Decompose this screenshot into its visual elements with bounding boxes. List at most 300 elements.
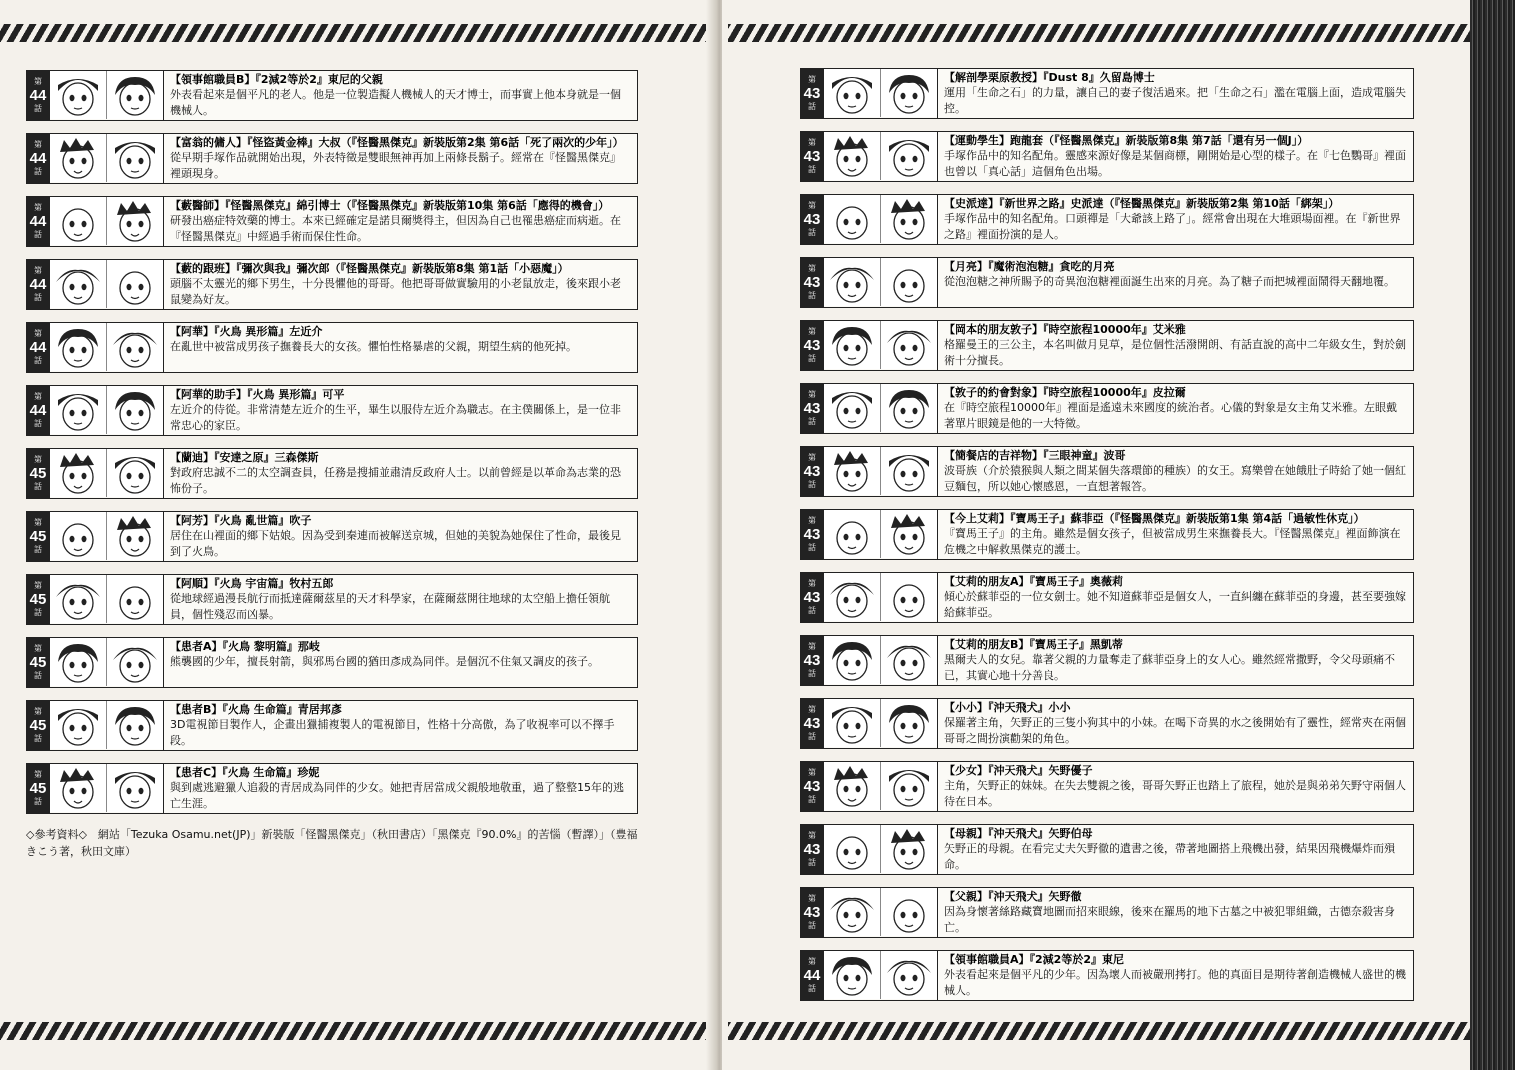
character-entry xyxy=(800,572,1414,623)
episode-prefix: 第 xyxy=(34,392,42,401)
character-thumbnails xyxy=(823,888,938,937)
character-portrait-before xyxy=(824,825,881,873)
episode-suffix: 話 xyxy=(808,858,816,867)
character-portrait-before xyxy=(50,386,107,434)
entry-description: 從泡泡糖之神所賜予的奇異泡泡糖裡面誕生出來的月亮。為了糖子而把城裡面鬧得天翻地覆。 xyxy=(944,275,1395,288)
episode-prefix: 第 xyxy=(34,203,42,212)
episode-suffix: 話 xyxy=(808,417,816,426)
character-entry xyxy=(26,385,638,436)
episode-number: 44 xyxy=(29,276,47,293)
episode-prefix: 第 xyxy=(808,831,816,840)
character-entry xyxy=(800,446,1414,497)
entry-text xyxy=(164,512,637,561)
character-entry xyxy=(800,383,1414,434)
episode-prefix: 第 xyxy=(808,957,816,966)
character-thumbnails xyxy=(823,321,938,370)
episode-prefix: 第 xyxy=(34,455,42,464)
episode-number: 43 xyxy=(803,589,821,606)
top-stripe xyxy=(0,24,712,42)
character-thumbnails xyxy=(49,323,164,372)
character-portrait-before xyxy=(50,512,107,560)
character-portrait-before xyxy=(824,951,881,999)
character-thumbnails xyxy=(49,386,164,435)
episode-prefix: 第 xyxy=(34,581,42,590)
episode-suffix: 話 xyxy=(34,167,42,176)
episode-badge xyxy=(801,258,823,307)
character-portrait-after xyxy=(107,638,163,686)
episode-number: 44 xyxy=(29,150,47,167)
episode-number: 45 xyxy=(29,591,47,608)
episode-badge xyxy=(801,888,823,937)
entry-text xyxy=(938,699,1413,748)
entry-description: 頭腦不太靈光的鄉下男生，十分畏懼他的哥哥。他把哥哥做實驗用的小老鼠放走，後來跟小老鼠變為好友。 xyxy=(170,277,621,306)
entry-text xyxy=(164,386,637,435)
entry-title: 【父親】『沖天飛犬』矢野徹 xyxy=(944,890,1082,903)
episode-badge xyxy=(27,323,49,372)
entry-title: 【阿華】『火鳥 異形篇』左近介 xyxy=(170,325,323,338)
episode-suffix: 話 xyxy=(808,102,816,111)
episode-suffix: 話 xyxy=(808,669,816,678)
episode-prefix: 第 xyxy=(808,201,816,210)
entry-title: 【富翁的傭人】『怪盜黃金棒』大叔（『怪醫黑傑克』新裝版第2集 第6話「死了兩次的少年」） xyxy=(170,136,624,149)
entry-description: 手塚作品中的知名配角。口頭禪是「大爺該上路了」。經常會出現在大堆頭場面裡。在『新世界之路』裡面扮演的是人。 xyxy=(944,212,1401,241)
entry-title: 【領事館職員A】『2減2等於2』東尼 xyxy=(944,953,1124,966)
character-portrait-after xyxy=(881,510,937,558)
character-portrait-after xyxy=(881,636,937,684)
episode-suffix: 話 xyxy=(34,545,42,554)
entry-title: 【運動學生】跑龍套（『怪醫黑傑克』新裝版第8集 第7話「還有另一個J」） xyxy=(944,134,1309,147)
entry-title: 【簡餐店的吉祥物】『三眼神童』波哥 xyxy=(944,449,1126,462)
episode-number: 43 xyxy=(803,400,821,417)
episode-suffix: 話 xyxy=(808,732,816,741)
entry-title: 【藪醫師】『怪醫黑傑克』綿引博士（『怪醫黑傑克』新裝版第10集 第6話「應得的機會」） xyxy=(170,199,610,212)
character-entry xyxy=(800,131,1414,182)
entry-description: 黑爾夫人的女兒。靠著父親的力量奪走了蘇菲亞身上的女人心。雖然經常撒野，令父母頭痛不已，其實心地十分善良。 xyxy=(944,653,1395,682)
character-portrait-after xyxy=(881,762,937,810)
episode-number: 43 xyxy=(803,211,821,228)
character-thumbnails xyxy=(49,512,164,561)
entry-text xyxy=(938,258,1413,307)
episode-suffix: 話 xyxy=(808,480,816,489)
episode-suffix: 話 xyxy=(34,419,42,428)
episode-badge xyxy=(801,447,823,496)
character-portrait-before xyxy=(50,323,107,371)
entry-text xyxy=(938,321,1413,370)
character-portrait-before xyxy=(824,321,881,369)
episode-number: 45 xyxy=(29,780,47,797)
episode-prefix: 第 xyxy=(808,894,816,903)
character-portrait-before xyxy=(824,762,881,810)
episode-suffix: 話 xyxy=(808,291,816,300)
episode-badge xyxy=(801,510,823,559)
character-portrait-after xyxy=(881,195,937,243)
episode-badge xyxy=(27,260,49,309)
entry-title: 【月亮】『魔術泡泡糖』貪吃的月亮 xyxy=(944,260,1115,273)
entry-title: 【小小】『沖天飛犬』小小 xyxy=(944,701,1071,714)
episode-prefix: 第 xyxy=(808,264,816,273)
episode-prefix: 第 xyxy=(808,75,816,84)
entry-text xyxy=(938,888,1413,937)
episode-number: 44 xyxy=(803,967,821,984)
episode-number: 43 xyxy=(803,652,821,669)
entry-description: 3D電視節目製作人，企畫出獵捕複製人的電視節目，性格十分高傲，為了收視率可以不擇手段。 xyxy=(170,718,615,747)
episode-number: 45 xyxy=(29,465,47,482)
entry-title: 【史派達】『新世界之路』史派達（『怪醫黑傑克』新裝版第2集 第10話「綁架」） xyxy=(944,197,1340,210)
entry-title: 【患者A】『火鳥 黎明篇』那岐 xyxy=(170,640,320,653)
entry-title: 【艾莉的朋友B】『寶馬王子』黑凱蒂 xyxy=(944,638,1123,651)
episode-number: 45 xyxy=(29,717,47,734)
right-page xyxy=(722,0,1470,1070)
entry-description: 運用「生命之石」的力量，讓自己的妻子復活過來。把「生命之石」濫在電腦上面，造成電腦失控。 xyxy=(944,86,1406,115)
episode-badge xyxy=(27,71,49,120)
entry-title: 【艾莉的朋友A】『寶馬王子』奧薇莉 xyxy=(944,575,1124,588)
character-portrait-after xyxy=(881,699,937,747)
entry-description: 格羅曼王的三公主，本名叫做月見草，是位個性活潑開朗、有話直說的高中二年級女生，對於劍術十分擅長。 xyxy=(944,338,1406,367)
entry-title: 【岡本的朋友敦子】『時空旅程10000年』艾米雅 xyxy=(944,323,1186,336)
entry-text xyxy=(938,447,1413,496)
character-portrait-after xyxy=(881,258,937,306)
character-entry xyxy=(800,257,1414,308)
character-portrait-before xyxy=(50,260,107,308)
episode-badge xyxy=(27,197,49,246)
entry-text xyxy=(164,197,637,246)
character-portrait-after xyxy=(107,764,163,812)
character-portrait-after xyxy=(107,386,163,434)
character-portrait-after xyxy=(107,701,163,749)
episode-badge xyxy=(801,69,823,118)
entry-title: 【敦子的約會對象】『時空旅程10000年』皮拉爾 xyxy=(944,386,1186,399)
episode-number: 45 xyxy=(29,654,47,671)
episode-suffix: 話 xyxy=(34,230,42,239)
entry-text xyxy=(938,384,1413,433)
episode-prefix: 第 xyxy=(34,707,42,716)
references-note: ◇參考資料◇ 網站「Tezuka Osamu.net(JP)」新裝版「怪醫黑傑克」（秋田書店）「黑傑克『90.0%』的苦惱（暫譯）」（豊福きこう著，秋田文庫） xyxy=(26,828,638,858)
entry-text xyxy=(938,825,1413,874)
episode-badge xyxy=(801,132,823,181)
entry-description: 與到處逃避獵人追殺的青居成為同伴的少女。她把青居當成父親般地敬重，過了整整15年的逃亡生涯。 xyxy=(170,781,624,810)
character-thumbnails xyxy=(49,764,164,813)
entry-text xyxy=(164,701,637,750)
character-entry xyxy=(26,322,638,373)
bottom-stripe xyxy=(728,1022,1470,1040)
character-portrait-after xyxy=(881,888,937,936)
entry-description: 左近介的侍從。非常清楚左近介的生平，畢生以服侍左近介為職志。在主僕關係上，是一位非常忠心的家臣。 xyxy=(170,403,621,432)
character-portrait-after xyxy=(881,825,937,873)
character-thumbnails xyxy=(49,197,164,246)
character-entry xyxy=(800,68,1414,119)
episode-badge xyxy=(27,701,49,750)
entry-text xyxy=(164,260,637,309)
episode-suffix: 話 xyxy=(34,356,42,365)
episode-prefix: 第 xyxy=(808,138,816,147)
character-portrait-after xyxy=(107,512,163,560)
entry-description: 傾心於蘇菲亞的一位女劍士。她不知道蘇菲亞是個女人，一直糾纏在蘇菲亞的身邊，甚至要強嫁給蘇菲亞。 xyxy=(944,590,1406,619)
character-entry xyxy=(800,509,1414,560)
entry-description: 『寶馬王子』的主角。雖然是個女孩子，但被當成男生來撫養長大。『怪醫黑傑克』裡面飾演在危機之中解救黑傑克的護士。 xyxy=(944,527,1401,556)
character-portrait-before xyxy=(50,449,107,497)
character-thumbnails xyxy=(823,132,938,181)
entry-title: 【阿芳】『火鳥 亂世篇』吹子 xyxy=(170,514,312,527)
episode-number: 43 xyxy=(803,463,821,480)
character-thumbnails xyxy=(49,134,164,183)
episode-number: 44 xyxy=(29,339,47,356)
character-portrait-after xyxy=(107,260,163,308)
entry-text xyxy=(938,762,1413,811)
entry-description: 手塚作品中的知名配角。靈感來源好像是某個商標，剛開始是心型的樣子。在『七色鸚哥』裡面也曾以「真心話」這個角色出場。 xyxy=(944,149,1406,178)
episode-badge xyxy=(27,386,49,435)
episode-badge xyxy=(801,636,823,685)
page-edges xyxy=(1470,0,1515,1070)
episode-prefix: 第 xyxy=(34,770,42,779)
entry-text xyxy=(164,323,637,372)
episode-badge xyxy=(801,384,823,433)
episode-badge xyxy=(801,699,823,748)
entry-text xyxy=(164,134,637,183)
episode-suffix: 話 xyxy=(808,354,816,363)
episode-badge xyxy=(801,321,823,370)
character-portrait-before xyxy=(824,69,881,117)
character-entry xyxy=(800,698,1414,749)
entry-title: 【阿華的助手】『火鳥 異形篇』可平 xyxy=(170,388,345,401)
character-portrait-before xyxy=(824,447,881,495)
episode-prefix: 第 xyxy=(34,329,42,338)
character-entry xyxy=(26,448,638,499)
character-thumbnails xyxy=(49,575,164,624)
character-thumbnails xyxy=(823,699,938,748)
episode-suffix: 話 xyxy=(34,608,42,617)
entry-description: 居住在山裡面的鄉下姑娘。因為受到秦連而被解送京城，但她的美貌為她保住了性命，最後見到了火鳥。 xyxy=(170,529,621,558)
entry-text xyxy=(938,573,1413,622)
episode-suffix: 話 xyxy=(808,228,816,237)
entry-description: 外表看起來是個平凡的少年。因為壞人而被嚴刑拷打。他的真面目是期待著創造機械人盛世的機械人。 xyxy=(944,968,1406,997)
character-portrait-before xyxy=(50,575,107,623)
character-portrait-after xyxy=(881,447,937,495)
episode-suffix: 話 xyxy=(34,482,42,491)
episode-badge xyxy=(801,825,823,874)
character-portrait-before xyxy=(824,384,881,432)
character-portrait-before xyxy=(824,258,881,306)
character-thumbnails xyxy=(823,258,938,307)
character-thumbnails xyxy=(49,260,164,309)
character-portrait-before xyxy=(50,134,107,182)
episode-number: 45 xyxy=(29,528,47,545)
episode-prefix: 第 xyxy=(808,579,816,588)
character-thumbnails xyxy=(49,701,164,750)
character-portrait-before xyxy=(824,888,881,936)
character-portrait-after xyxy=(881,321,937,369)
episode-number: 43 xyxy=(803,841,821,858)
episode-suffix: 話 xyxy=(34,293,42,302)
episode-number: 43 xyxy=(803,274,821,291)
character-thumbnails xyxy=(823,825,938,874)
episode-badge xyxy=(801,195,823,244)
episode-badge xyxy=(27,134,49,183)
character-portrait-before xyxy=(50,764,107,812)
character-thumbnails xyxy=(49,449,164,498)
entry-title: 【領事館職員B】『2減2等於2』東尼的父親 xyxy=(170,73,383,86)
character-portrait-before xyxy=(50,638,107,686)
character-portrait-after xyxy=(107,134,163,182)
character-entry xyxy=(800,887,1414,938)
episode-badge xyxy=(27,512,49,561)
episode-number: 43 xyxy=(803,85,821,102)
entry-text xyxy=(938,69,1413,118)
entry-description: 矢野正的母親。在看完丈夫矢野徹的遺書之後，帶著地圖搭上飛機出發，結果因飛機爆炸而殞命。 xyxy=(944,842,1395,871)
entry-text xyxy=(164,764,637,813)
character-thumbnails xyxy=(823,195,938,244)
character-portrait-before xyxy=(824,699,881,747)
episode-prefix: 第 xyxy=(34,518,42,527)
character-entry xyxy=(26,196,638,247)
character-portrait-after xyxy=(107,197,163,245)
episode-badge xyxy=(801,762,823,811)
episode-number: 43 xyxy=(803,778,821,795)
episode-number: 44 xyxy=(29,213,47,230)
character-portrait-before xyxy=(824,195,881,243)
episode-number: 44 xyxy=(29,87,47,104)
entry-description: 熊襲國的少年，擅長射箭，與邪馬台國的猶田彥成為同伴。是個沉不住氣又調皮的孩子。 xyxy=(170,655,599,668)
episode-number: 43 xyxy=(803,715,821,732)
episode-badge xyxy=(801,951,823,1000)
character-portrait-after xyxy=(881,132,937,180)
character-entry xyxy=(26,133,638,184)
episode-prefix: 第 xyxy=(808,390,816,399)
entry-description: 從早期手塚作品就開始出現，外表特徵是雙眼無神再加上兩條長鬍子。經常在『怪醫黑傑克』裡頭現身。 xyxy=(170,151,621,180)
character-thumbnails xyxy=(823,762,938,811)
bottom-stripe xyxy=(0,1022,712,1040)
entry-text xyxy=(938,510,1413,559)
character-portrait-after xyxy=(107,575,163,623)
entry-text xyxy=(938,195,1413,244)
episode-prefix: 第 xyxy=(34,140,42,149)
entry-title: 【藪的跟班】『彌次與我』彌次郎（『怪醫黑傑克』新裝版第8集 第1話「小惡魔」） xyxy=(170,262,569,275)
character-thumbnails xyxy=(823,573,938,622)
entry-title: 【蘭迪】『安達之原』三森傑斯 xyxy=(170,451,319,464)
character-portrait-after xyxy=(107,71,163,119)
episode-number: 43 xyxy=(803,904,821,921)
episode-suffix: 話 xyxy=(34,104,42,113)
character-thumbnails xyxy=(823,636,938,685)
entry-description: 外表看起來是個平凡的老人。他是一位製造擬人機械人的天才博士，而事實上他本身就是一個機械人。 xyxy=(170,88,621,117)
episode-number: 43 xyxy=(803,337,821,354)
entry-title: 【患者B】『火鳥 生命篇』青居邦彥 xyxy=(170,703,342,716)
episode-prefix: 第 xyxy=(808,642,816,651)
episode-suffix: 話 xyxy=(808,921,816,930)
character-portrait-before xyxy=(50,71,107,119)
character-portrait-before xyxy=(824,636,881,684)
entry-description: 主角，矢野正的妹妹。在失去雙親之後，哥哥矢野正也踏上了旅程，她於是與弟弟矢野守兩個人待在日本。 xyxy=(944,779,1406,808)
character-thumbnails xyxy=(823,447,938,496)
entry-title: 【母親】『沖天飛犬』矢野伯母 xyxy=(944,827,1093,840)
entry-description: 波哥族（介於猿猴與人類之間某個失落環節的種族）的女王。寫樂曾在她餓肚子時給了她一個紅豆麵包，所以她心懷感恩，一直想著報答。 xyxy=(944,464,1406,493)
episode-prefix: 第 xyxy=(34,266,42,275)
entry-text xyxy=(938,132,1413,181)
entry-title: 【解剖學栗原教授】『Dust 8』久留島博士 xyxy=(944,71,1155,84)
entry-text xyxy=(164,449,637,498)
character-portrait-after xyxy=(881,951,937,999)
character-portrait-after xyxy=(881,573,937,621)
character-entry xyxy=(26,763,638,814)
episode-prefix: 第 xyxy=(808,705,816,714)
character-entry xyxy=(800,635,1414,686)
entry-title: 【患者C】『火鳥 生命篇』珍妮 xyxy=(170,766,320,779)
entry-text xyxy=(938,636,1413,685)
character-entry xyxy=(800,320,1414,371)
entry-text xyxy=(164,71,637,120)
entry-description: 因為身懷著絲路藏寶地圖而招來眼線，後來在羅馬的地下古墓之中被犯罪組織，古德奈殺害身亡。 xyxy=(944,905,1395,934)
character-thumbnails xyxy=(49,638,164,687)
episode-suffix: 話 xyxy=(34,734,42,743)
character-entry xyxy=(26,511,638,562)
character-entry xyxy=(26,700,638,751)
character-portrait-before xyxy=(50,701,107,749)
episode-prefix: 第 xyxy=(34,77,42,86)
episode-prefix: 第 xyxy=(808,516,816,525)
character-portrait-before xyxy=(50,197,107,245)
entry-text xyxy=(938,951,1413,1000)
entry-title: 【阿順】『火鳥 宇宙篇』牧村五郎 xyxy=(170,577,334,590)
episode-suffix: 話 xyxy=(808,606,816,615)
character-thumbnails xyxy=(823,69,938,118)
episode-suffix: 話 xyxy=(808,543,816,552)
episode-prefix: 第 xyxy=(808,327,816,336)
episode-suffix: 話 xyxy=(34,797,42,806)
left-entry-list xyxy=(26,70,638,814)
entry-text xyxy=(164,638,637,687)
entry-description: 在『時空旅程10000年』裡面是遙遠未來國度的統治者。心儀的對象是女主角艾米雅。左眼戴著單片眼鏡是他的一大特徵。 xyxy=(944,401,1397,430)
episode-number: 44 xyxy=(29,402,47,419)
episode-prefix: 第 xyxy=(34,644,42,653)
top-stripe xyxy=(728,24,1470,42)
character-portrait-before xyxy=(824,510,881,558)
character-thumbnails xyxy=(823,384,938,433)
entry-text xyxy=(164,575,637,624)
entry-description: 保羅著主角，矢野正的三隻小狗其中的小妹。在喝下奇異的水之後開始有了靈性，經常夾在兩個哥哥之間扮演勸架的角色。 xyxy=(944,716,1406,745)
entry-description: 從地球經過漫長航行而抵達薩爾茲星的天才科學家，在薩爾茲開往地球的太空船上擔任領航員，個性殘忍而凶暴。 xyxy=(170,592,610,621)
episode-number: 43 xyxy=(803,148,821,165)
episode-suffix: 話 xyxy=(34,671,42,680)
character-portrait-before xyxy=(824,573,881,621)
character-entry xyxy=(26,574,638,625)
entry-description: 研發出癌症特效藥的博士。本來已經確定是諾貝爾獎得主，但因為自己也罹患癌症而病逝。在『怪醫黑傑克』中經過手術而保住性命。 xyxy=(170,214,621,243)
episode-suffix: 話 xyxy=(808,984,816,993)
entry-title: 【少女】『沖天飛犬』矢野優子 xyxy=(944,764,1093,777)
episode-badge xyxy=(27,449,49,498)
episode-suffix: 話 xyxy=(808,165,816,174)
character-entry xyxy=(800,194,1414,245)
character-portrait-after xyxy=(881,69,937,117)
episode-prefix: 第 xyxy=(808,768,816,777)
episode-number: 43 xyxy=(803,526,821,543)
episode-prefix: 第 xyxy=(808,453,816,462)
character-portrait-after xyxy=(107,449,163,497)
episode-badge xyxy=(27,575,49,624)
episode-badge xyxy=(27,638,49,687)
character-entry xyxy=(26,637,638,688)
character-portrait-after xyxy=(107,323,163,371)
entry-description: 對政府忠誠不二的太空調查員，任務是搜捕並肅清反政府人士。以前曾經是以革命為志業的恐怖份子。 xyxy=(170,466,621,495)
character-portrait-after xyxy=(881,384,937,432)
episode-badge xyxy=(27,764,49,813)
character-entry xyxy=(26,70,638,121)
character-entry xyxy=(26,259,638,310)
left-page xyxy=(0,0,712,1070)
character-entry xyxy=(800,824,1414,875)
episode-badge xyxy=(801,573,823,622)
right-entry-list xyxy=(800,68,1414,1001)
episode-suffix: 話 xyxy=(808,795,816,804)
character-thumbnails xyxy=(823,951,938,1000)
